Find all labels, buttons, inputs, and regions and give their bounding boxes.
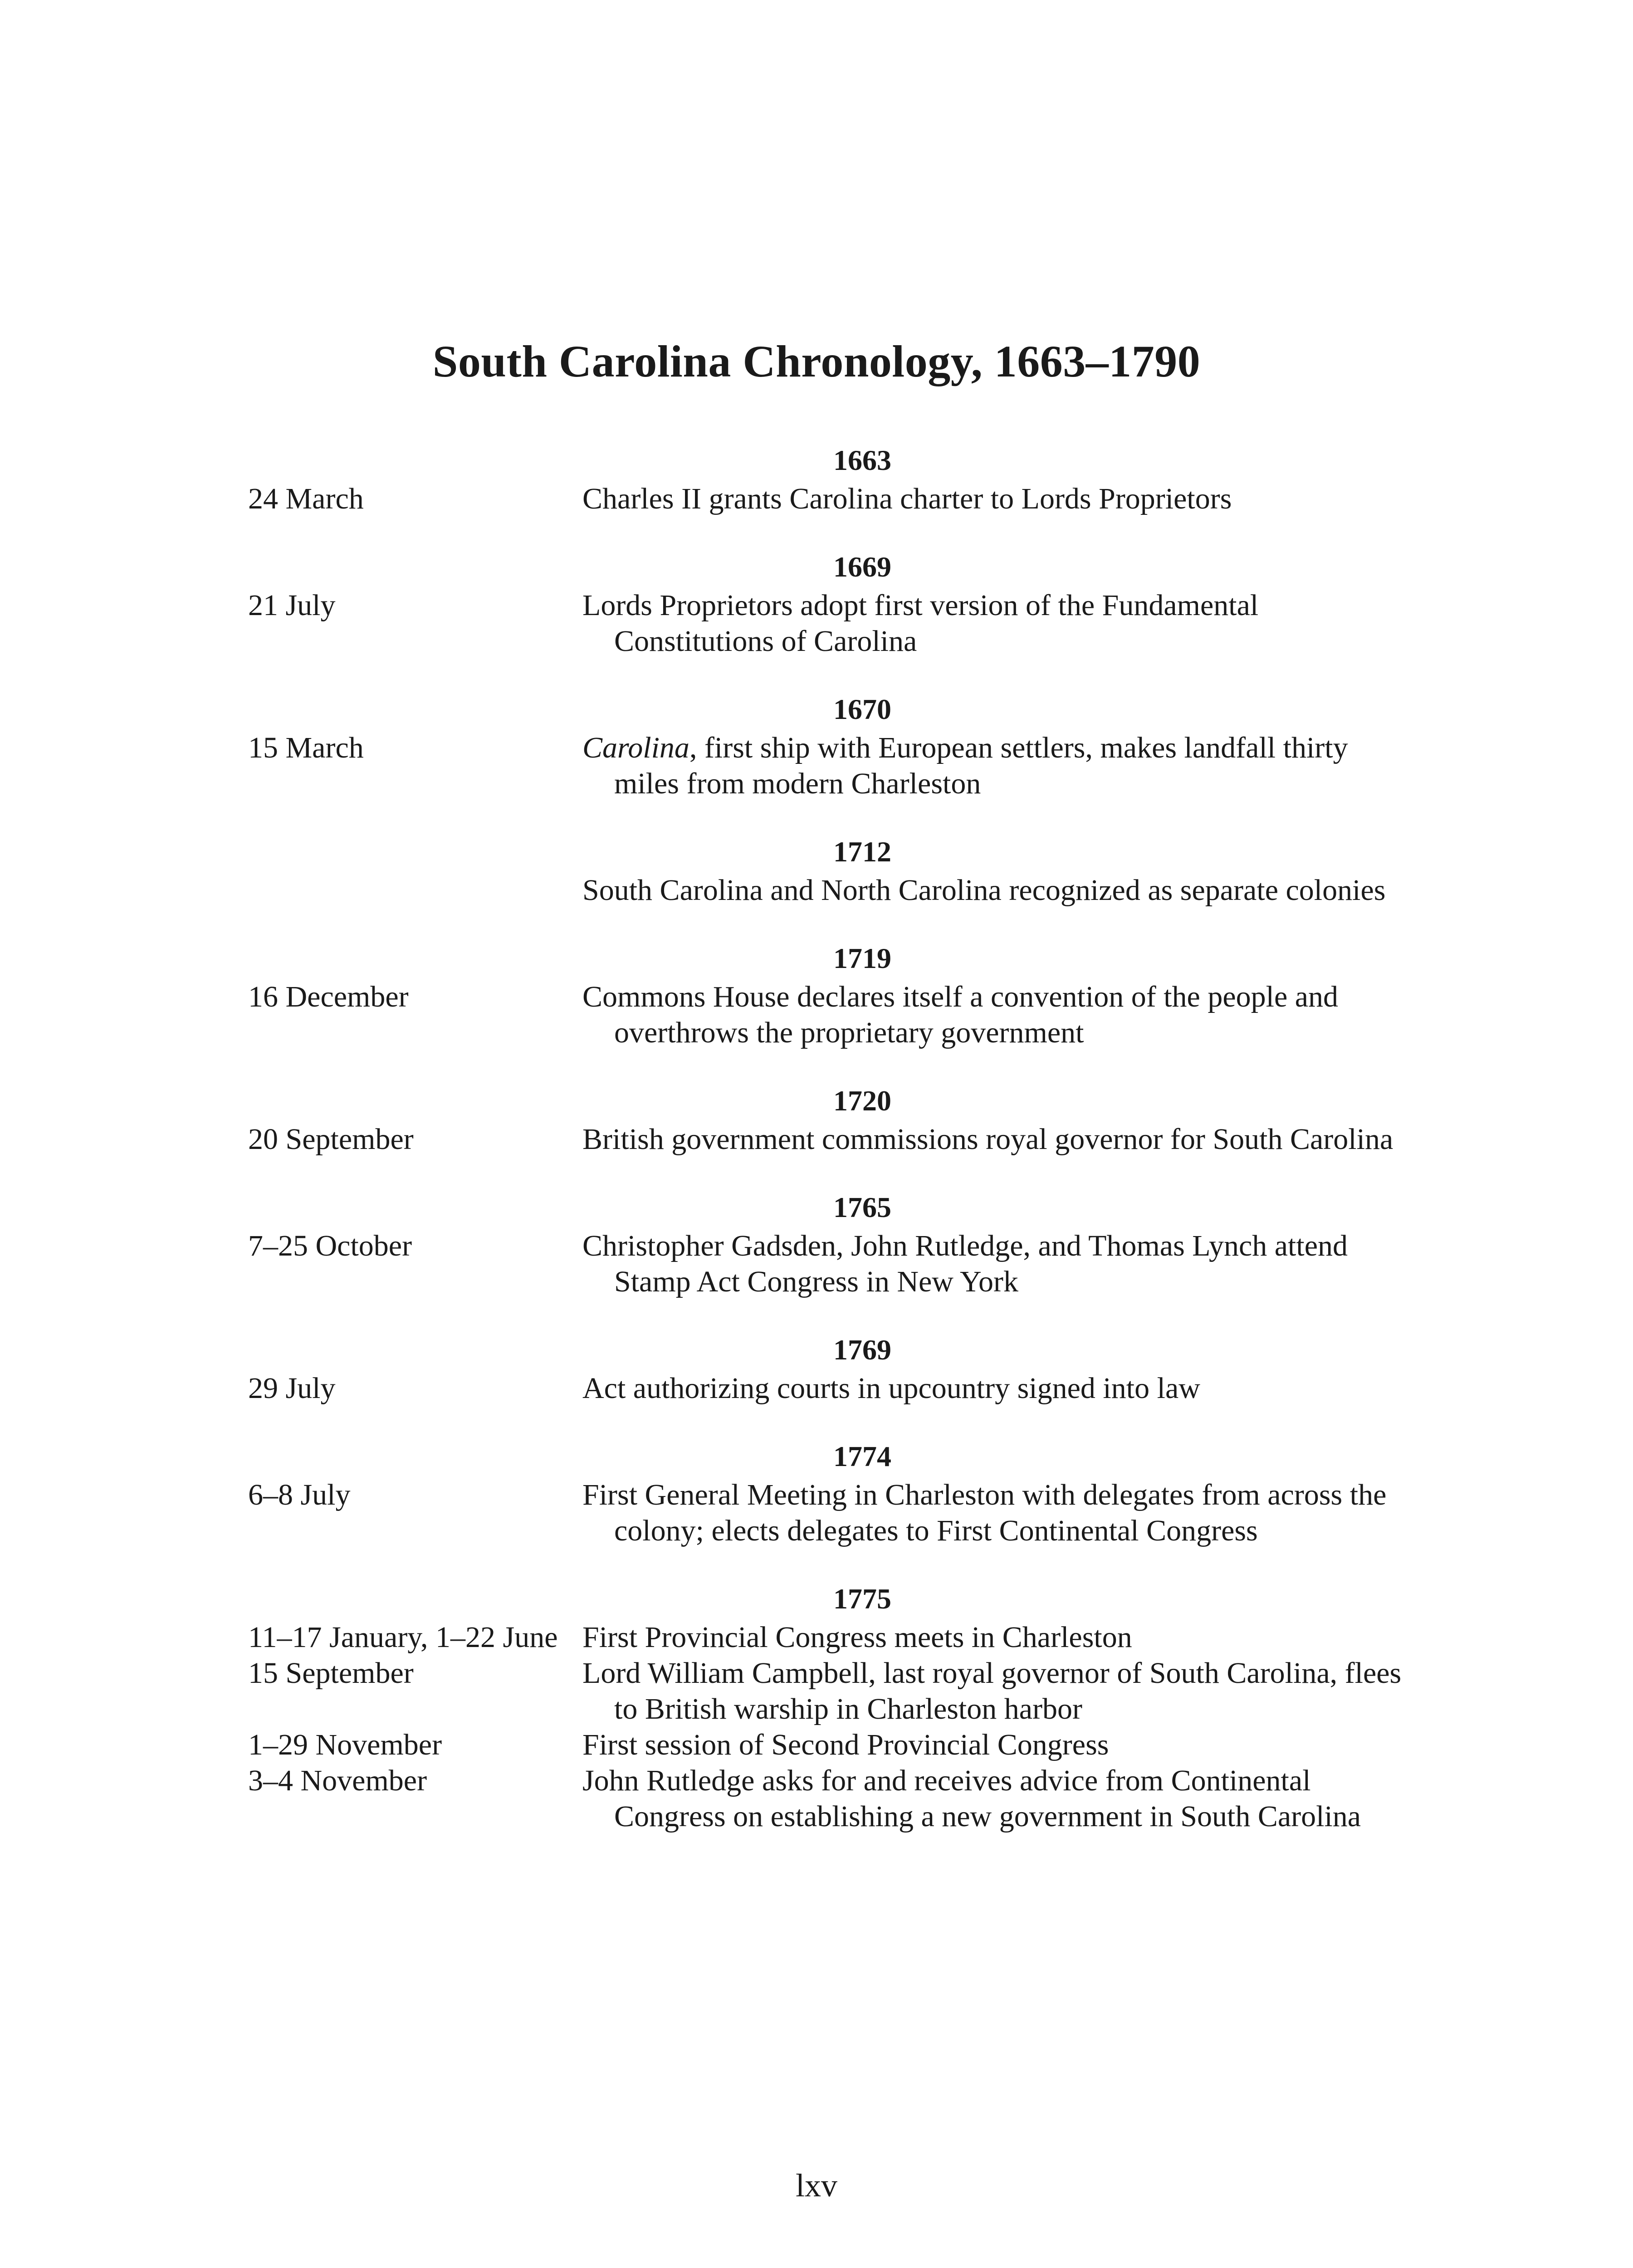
entry-date: 7–25 October [248, 1229, 412, 1262]
entry-date: 21 July [248, 589, 336, 622]
year-heading: 1670 [833, 693, 891, 725]
entry-date: 15 September [248, 1657, 414, 1690]
entry-date: 3–4 November [248, 1764, 427, 1797]
entry-description: Christopher Gadsden, John Rutledge, and Thomas Lynch attend Stamp Act Congress in New York [582, 1229, 1348, 1298]
entry-description-text: , first ship with European settlers, makes landfall thirty miles from modern Charleston [614, 731, 1348, 800]
entry-description: Act authorizing courts in upcountry signed into law [582, 1372, 1200, 1405]
entry-date: 29 July [248, 1372, 336, 1405]
entry-description: Commons House declares itself a convention of the people and overthrows the proprietary government [582, 980, 1339, 1049]
chronology-entry [248, 1655, 1428, 1727]
chronology-entry [248, 1228, 1428, 1300]
year-heading: 1775 [833, 1583, 891, 1615]
chronology-entry [248, 979, 1428, 1051]
chronology-entry [248, 481, 1428, 517]
chronology-entry [248, 1370, 1428, 1406]
year-block [248, 547, 1428, 659]
entry-date: 1–29 November [248, 1728, 442, 1761]
entry-description: Lord William Campbell, last royal governor of South Carolina, flees to British warship in Charleston harbor [582, 1657, 1402, 1725]
entry-date: 24 March [248, 482, 364, 515]
entry-description: John Rutledge asks for and receives advice from Continental Congress on establishing a new government in South Carolina [582, 1764, 1361, 1833]
entry-description: First Provincial Congress meets in Charleston [582, 1621, 1132, 1654]
year-heading: 1712 [833, 836, 891, 868]
year-heading: 1769 [833, 1334, 891, 1366]
year-block [248, 1436, 1428, 1549]
chronology-entry [248, 1477, 1428, 1549]
ship-name: Carolina [582, 731, 689, 764]
entry-date: 6–8 July [248, 1478, 351, 1511]
entry-date [248, 872, 582, 908]
year-block [248, 938, 1428, 1051]
chronology-entry [248, 872, 1428, 908]
entry-description [582, 730, 1417, 802]
chronology-entry [248, 1619, 1428, 1655]
entry-description: First General Meeting in Charleston with delegates from across the colony; elects delegates to First Continental Congress [582, 1478, 1387, 1547]
year-block [248, 440, 1428, 517]
year-block [248, 1080, 1428, 1157]
entry-description: First session of Second Provincial Congress [582, 1728, 1109, 1761]
page-number: lxv [795, 2167, 837, 2204]
entry-description: Lords Proprietors adopt first version of the Fundamental Constitutions of Carolina [582, 589, 1259, 658]
chronology-entry [248, 1727, 1428, 1763]
year-heading: 1765 [833, 1191, 891, 1223]
year-heading: 1719 [833, 942, 891, 974]
year-block [248, 1330, 1428, 1406]
entry-date: 15 March [248, 731, 364, 764]
chronology-entry [248, 1763, 1428, 1834]
year-heading: 1663 [833, 444, 891, 476]
year-block [248, 1579, 1428, 1834]
chronology-list [248, 440, 1428, 1864]
chronology-entry [248, 587, 1428, 659]
entry-description: Charles II grants Carolina charter to Lords Proprietors [582, 482, 1232, 515]
year-block [248, 689, 1428, 802]
entry-date: 11–17 January, 1–22 June [248, 1621, 558, 1654]
entry-date: 20 September [248, 1123, 414, 1156]
year-heading: 1720 [833, 1085, 891, 1117]
year-heading: 1774 [833, 1440, 891, 1472]
entry-date: 16 December [248, 980, 409, 1013]
year-heading: 1669 [833, 551, 891, 583]
entry-description: British government commissions royal governor for South Carolina [582, 1123, 1393, 1156]
year-block [248, 1187, 1428, 1300]
chronology-entry [248, 730, 1428, 802]
entry-description: South Carolina and North Carolina recognized as separate colonies [582, 874, 1386, 907]
chronology-entry [248, 1121, 1428, 1157]
year-block [248, 831, 1428, 908]
page-title: South Carolina Chronology, 1663–1790 [432, 336, 1201, 386]
